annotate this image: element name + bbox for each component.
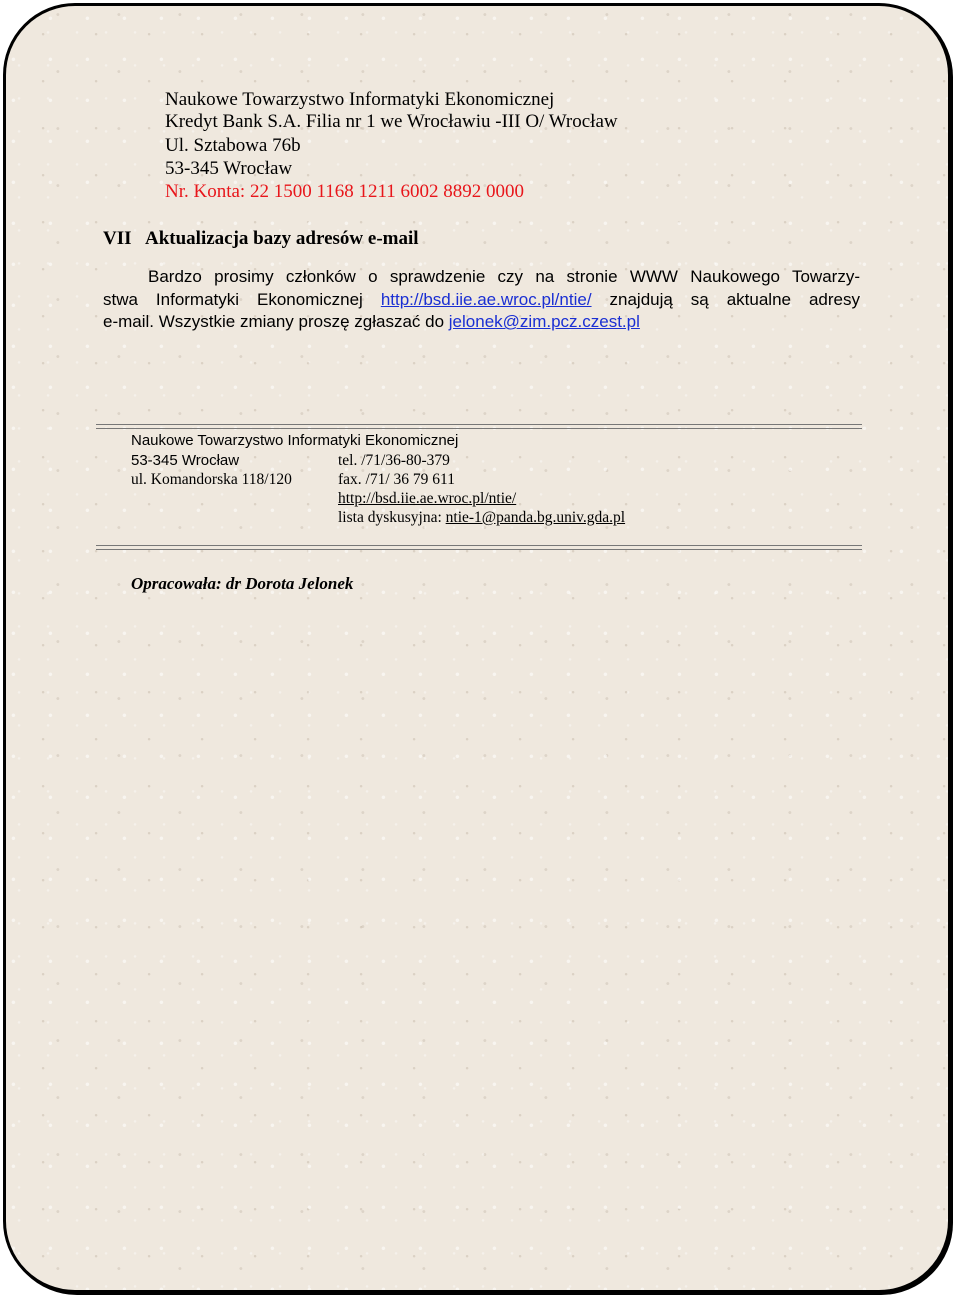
footer-postal: 53-345 Wrocław	[131, 452, 240, 469]
contact-email-link[interactable]: jelonek@zim.pcz.czest.pl	[448, 312, 640, 331]
footer-mailing-list-label: lista dyskusyjna:	[338, 509, 442, 526]
footer-website-link[interactable]: http://bsd.iie.ae.wroc.pl/ntie/	[338, 490, 517, 507]
author-credit: Opracowała: dr Dorota Jelonek	[131, 574, 354, 593]
footer-bottom-divider	[96, 545, 862, 550]
footer-mailing-list-link[interactable]: ntie-1@panda.bg.univ.gda.pl	[445, 509, 626, 526]
bank-account-number: Nr. Konta: 22 1500 1168 1211 6002 8892 0000	[165, 181, 525, 202]
ntie-website-link[interactable]: http://bsd.iie.ae.wroc.pl/ntie/	[380, 289, 592, 309]
paragraph-line-3-start: e-mail. Wszystkie zmiany proszę zgłaszać do	[103, 312, 445, 331]
bank-org-name: Naukowe Towarzystwo Informatyki Ekonomicznej	[165, 89, 555, 110]
paragraph-line-2-end: znajdują są aktualne adresy	[609, 289, 860, 309]
section-paragraph	[103, 266, 860, 334]
footer-top-divider	[96, 424, 862, 429]
bank-branch: Kredyt Bank S.A. Filia nr 1 we Wrocławiu -III O/ Wrocław	[165, 111, 618, 132]
footer-street: ul. Komandorska 118/120	[131, 471, 292, 488]
footer-org-name: Naukowe Towarzystwo Informatyki Ekonomicznej	[131, 432, 459, 449]
paragraph-line-2-start: stwa Informatyki Ekonomicznej	[103, 289, 363, 309]
paragraph-line-2	[103, 289, 860, 312]
footer-fax: fax. /71/ 36 79 611	[338, 471, 455, 488]
paragraph-line-1: Bardzo prosimy członków o sprawdzenie czy na stronie WWW Naukowego Towarzy-	[148, 267, 860, 286]
section-title: Aktualizacja bazy adresów e-mail	[145, 228, 419, 249]
bank-postal: 53-345 Wrocław	[165, 158, 293, 179]
section-number: VII	[103, 228, 132, 249]
footer-mailing-list	[338, 508, 625, 528]
paragraph-line-3	[103, 311, 860, 334]
footer-website	[338, 489, 516, 509]
bank-street: Ul. Sztabowa 76b	[165, 135, 301, 156]
footer-phone: tel. /71/36-80-379	[338, 452, 450, 469]
